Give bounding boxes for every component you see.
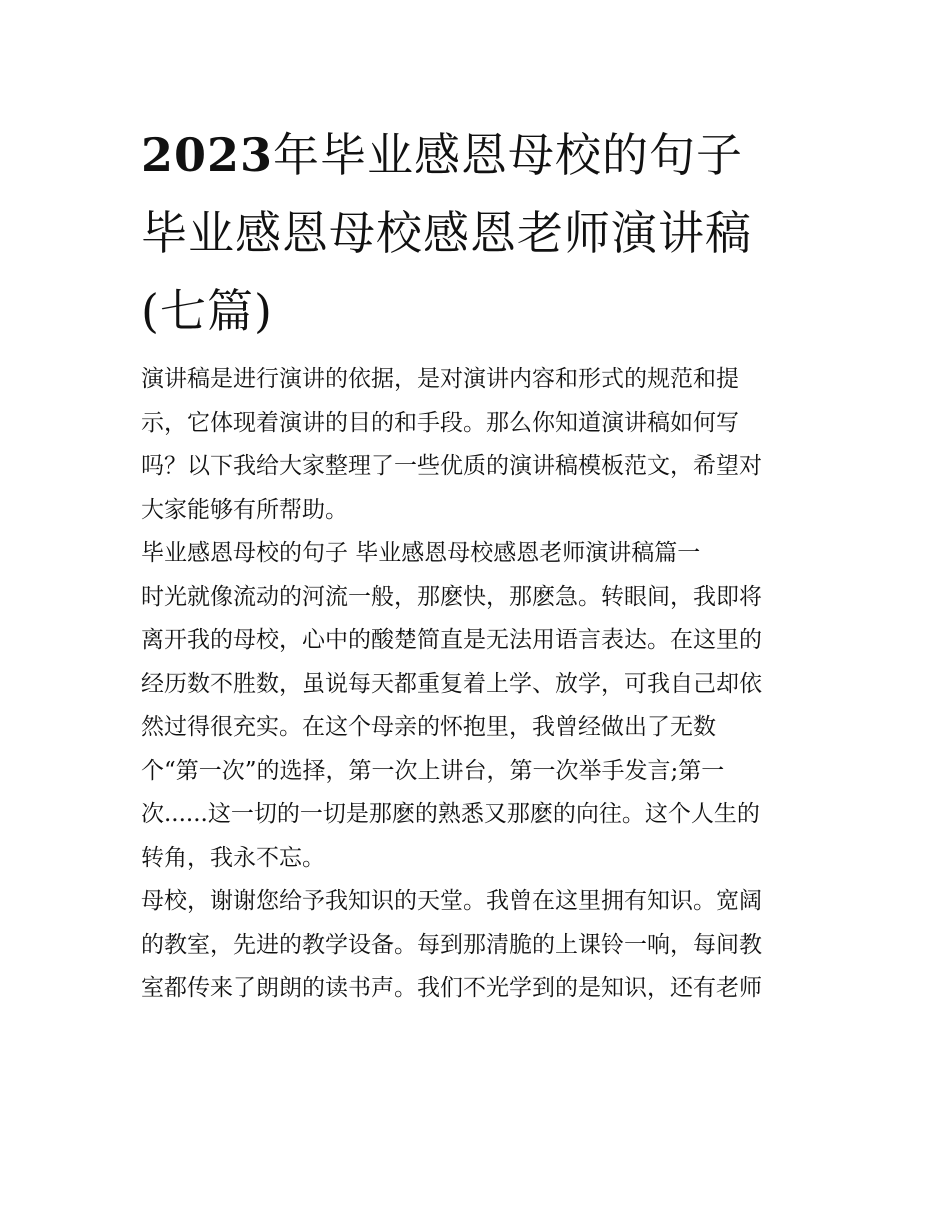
paragraph-line: 时光就像流动的河流一般，那麽快，那麽急。转眼间，我即将 [141, 583, 762, 610]
intro-line: 吗？以下我给大家整理了一些优质的演讲稿模板范文，希望对 [141, 453, 762, 479]
paragraph-line: 母校，谢谢您给予我知识的天堂。我曾在这里拥有知识。宽阔 [141, 888, 762, 914]
intro-paragraph [141, 358, 821, 532]
intro-line: 示，它体现着演讲的目的和手段。那么你知道演讲稿如何写 [141, 409, 739, 436]
paragraph-line: 次......这一切的一切是那麽的熟悉又那麽的向往。这个人生的 [141, 801, 760, 827]
paragraph-line: 室都传来了朗朗的读书声。我们不光学到的是知识，还有老师 [141, 975, 762, 1001]
paragraph-line: 然过得很充实。在这个母亲的怀抱里，我曾经做出了无数 [141, 714, 716, 740]
intro-line: 演讲稿是进行演讲的依据，是对演讲内容和形式的规范和提 [141, 366, 739, 392]
title-line-1-text: 年毕业感恩母校的句子 [273, 128, 744, 182]
paragraph-line: 经历数不胜数，虽说每天都重复着上学、放学，可我自己却依 [141, 670, 762, 697]
intro-line: 大家能够有所帮助。 [141, 496, 348, 523]
paragraph-line: 转角，我永不忘。 [141, 844, 325, 871]
section-heading: 毕业感恩母校的句子 毕业感恩母校感恩老师演讲稿篇一 [141, 540, 701, 566]
title-year: 2023 [141, 128, 274, 182]
paragraph-1 [141, 576, 821, 881]
paragraph-line: 的教室，先进的教学设备。每到那清脆的上课铃一响，每间教 [141, 931, 762, 958]
title-line-1 [141, 116, 821, 194]
title-line-2: 毕业感恩母校感恩老师演讲稿 [141, 206, 752, 260]
title-line-3: (七篇) [141, 284, 273, 338]
paragraph-line: 个“第一次”的选择，第一次上讲台，第一次举手发言;第一 [141, 757, 725, 784]
document-body [141, 358, 821, 1011]
document-title [141, 116, 821, 350]
paragraph-line: 离开我的母校，心中的酸楚简直是无法用语言表达。在这里的 [141, 627, 762, 653]
paragraph-2 [141, 880, 821, 1011]
